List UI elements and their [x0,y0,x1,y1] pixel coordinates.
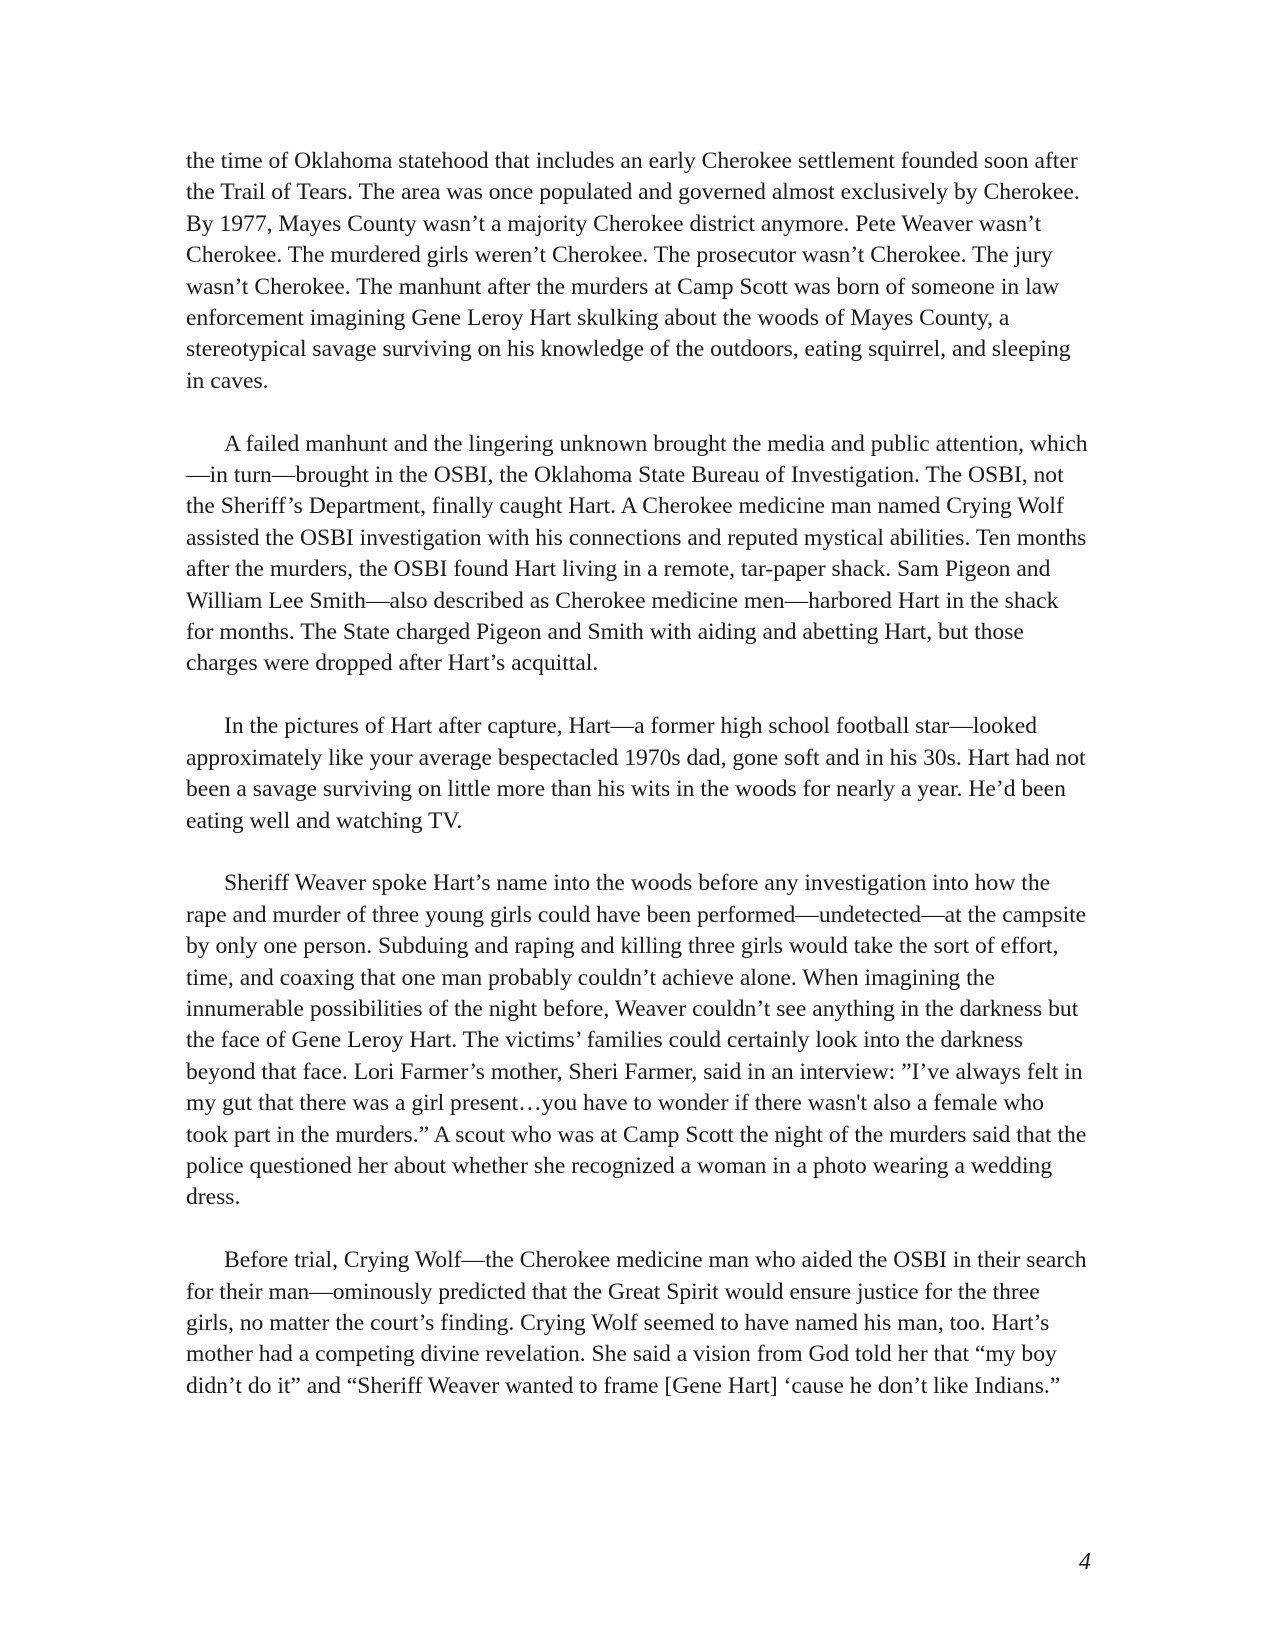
paragraph-3: In the pictures of Hart after capture, Hart—a former high school football star—looked approximately like your average bespectacled 1970s dad, gone soft and in his 30s. Hart had not been a savage surviving on little more than his wits in the woods for nearly a year. He’d been eating well and watching TV. [186,713,1086,834]
paragraph-2: A failed manhunt and the lingering unknown brought the media and public attention, which—in turn—brought in the OSBI, the Oklahoma State Bureau of Investigation. The OSBI, not the Sheriff’s Department, finally caught Hart. A Cherokee medicine man named Crying Wolf assisted the OSBI investigation with his connections and reputed mystical abilities. Ten months after the murders, the OSBI found Hart living in a remote, tar-paper shack. Sam Pigeon and William Lee Smith—also described as Cherokee medicine men—harbored Hart in the shack for months. The State charged Pigeon and Smith with aiding and abetting Hart, but those charges were dropped after Hart’s acquittal. [186,430,1088,677]
paragraph-5: Before trial, Crying Wolf—the Cherokee medicine man who aided the OSBI in their search for their man—ominously predicted that the Great Spirit would ensure justice for the three girls, no matter the court’s finding. Crying Wolf seemed to have named his man, too. Hart’s mother had a competing divine revelation. She said a vision from God told her that “my boy didn’t do it” and “Sheriff Weaver wanted to frame [Gene Hart] ‘cause he don’t like Indians.” [186,1247,1087,1399]
page-number: 4 [1079,1549,1091,1575]
paragraph-4: Sheriff Weaver spoke Hart’s name into the woods before any investigation into how the rape and murder of three young girls could have been performed—undetected—at the campsite by only one person. Subduing and raping and killing three girls would take the sort of effort, time, and coaxing that one man probably couldn’t achieve alone. When imagining the innumerable possibilities of the night before, Weaver couldn’t see anything in the darkness but the face of Gene Leroy Hart. The victims’ families could certainly look into the darkness beyond that face. Lori Farmer’s mother, Sheri Farmer, said in an interview: ”I’ve always felt in my gut that there was a girl present…you have to wonder if there wasn't also a female who took part in the murders.” A scout who was at Camp Scott the night of the murders said that the police questioned her about whether she recognized a woman in a photo wearing a wedding dress. [186,870,1087,1211]
paragraph-1: the time of Oklahoma statehood that includes an early Cherokee settlement founded soon after the Trail of Tears. The area was once populated and governed almost exclusively by Cherokee. By 1977, Mayes County wasn’t a majority Cherokee district anymore. Pete Weaver wasn’t Cherokee. The murdered girls weren’t Cherokee. The prosecutor wasn’t Cherokee. The jury wasn’t Cherokee. The manhunt after the murders at Camp Scott was born of someone in law enforcement imagining Gene Leroy Hart skulking about the woods of Mayes County, a stereotypical savage surviving on his knowledge of the outdoors, eating squirrel, and sleeping in caves. [186,148,1080,394]
body-text [186,146,1091,1402]
